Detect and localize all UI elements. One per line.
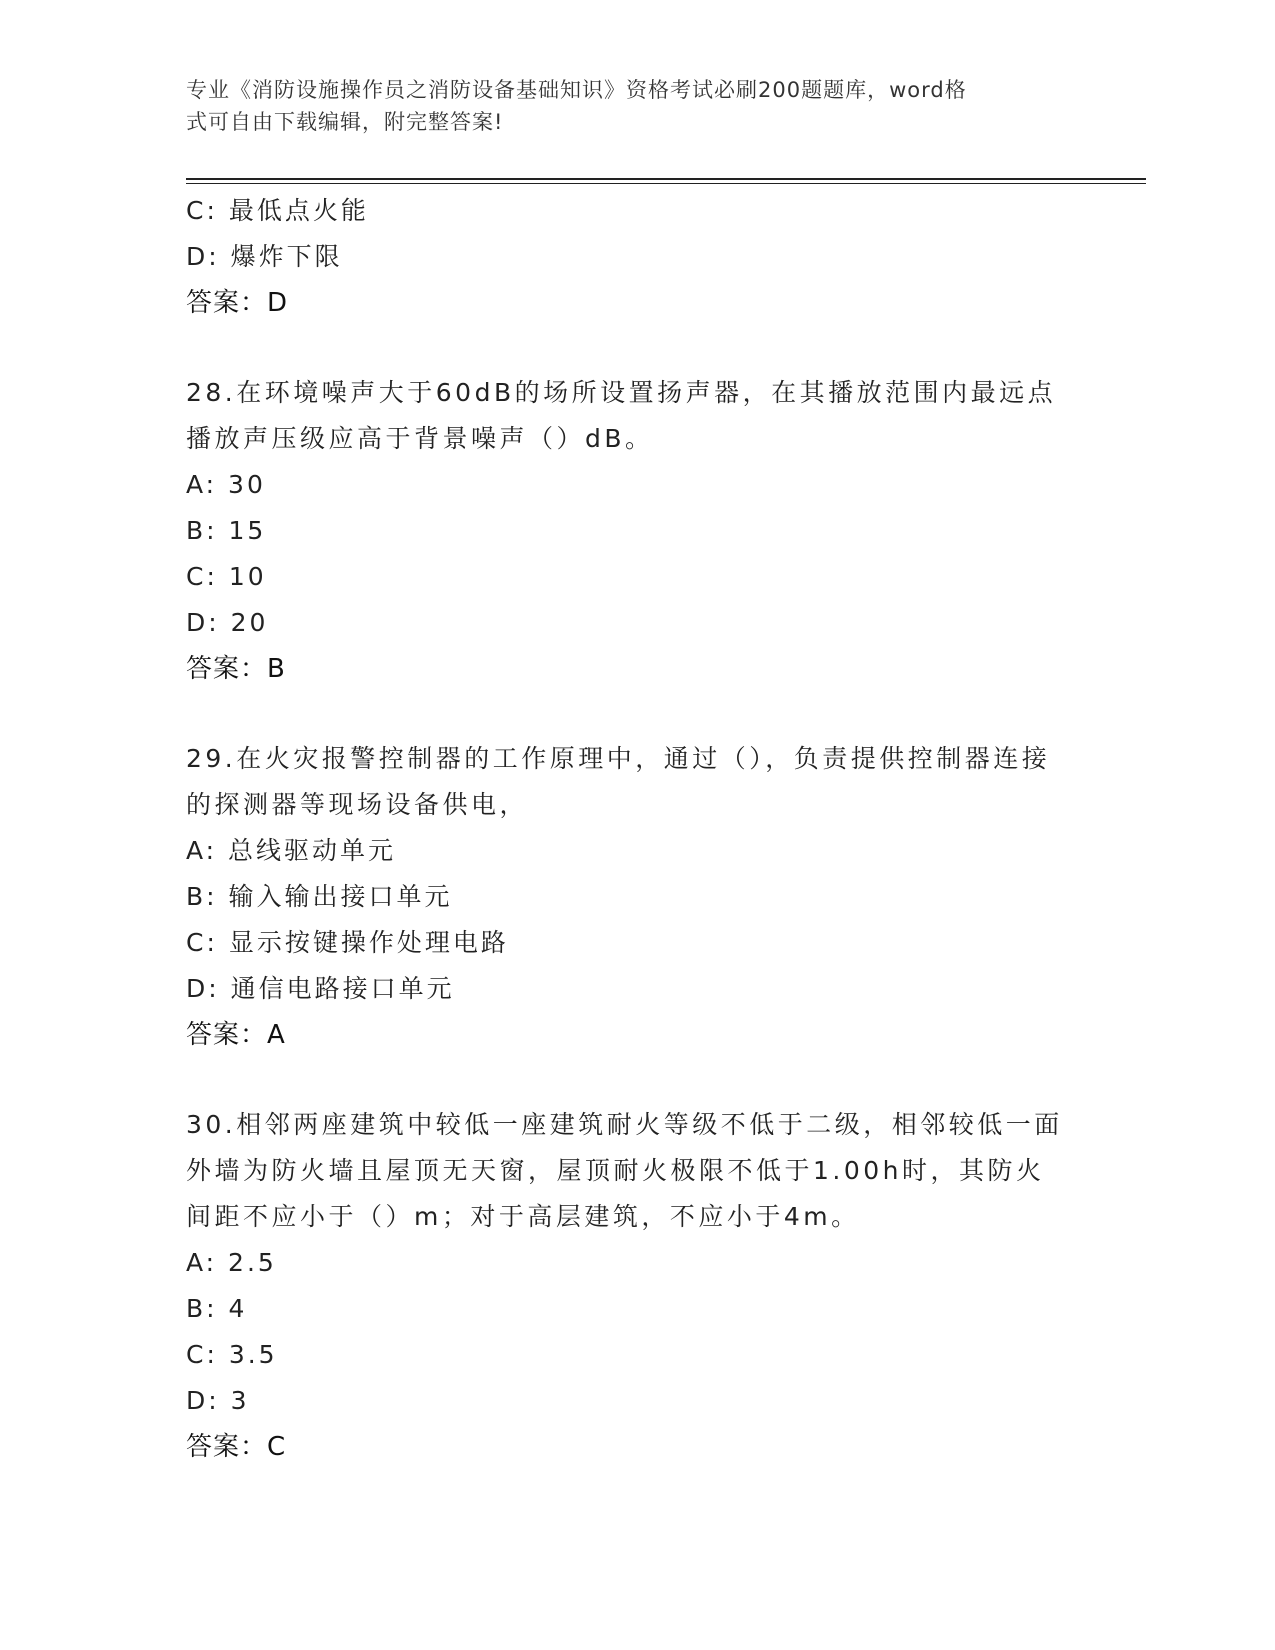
question-27-continued [186,188,1086,326]
spacer [186,692,1086,736]
option-a: A: 2.5 [186,1248,277,1277]
option-b: B: 4 [186,1294,248,1323]
option-b: B: 15 [186,516,267,545]
stem-line: 播放声压级应高于背景噪声（）dB。 [186,424,654,453]
answer-line: 答案：A [186,1020,286,1050]
question-stem [186,370,1086,462]
stem-line: 29.在火灾报警控制器的工作原理中，通过（），负责提供控制器连接 [186,744,1051,773]
header-title-line-2: 式可自由下载编辑，附完整答案! [186,110,504,134]
stem-line: 外墙为防火墙且屋顶无天窗，屋顶耐火极限不低于1.00h时，其防火 [186,1156,1045,1185]
option-d: D: 3 [186,1386,250,1415]
question-stem [186,736,1086,828]
option-c: C: 显示按键操作处理电路 [186,928,509,957]
question-30 [186,1102,1086,1470]
answer-line: 答案：B [186,654,286,684]
spacer [186,1058,1086,1102]
option-d: D: 通信电路接口单元 [186,974,455,1003]
spacer [186,326,1086,370]
stem-line: 30.相邻两座建筑中较低一座建筑耐火等级不低于二级，相邻较低一面 [186,1110,1063,1139]
question-stem [186,1102,1086,1240]
question-29 [186,736,1086,1058]
document-header [186,74,1066,138]
answer-line: 答案：C [186,1432,287,1462]
option-b: B: 输入输出接口单元 [186,882,453,911]
option-d: D: 20 [186,608,269,637]
option-c: C: 10 [186,562,267,591]
question-content [186,188,1086,1470]
header-divider-thick [186,178,1146,180]
stem-line: 的探测器等现场设备供电， [186,790,529,819]
option-c: C: 最低点火能 [186,196,369,225]
option-a: A: 总线驱动单元 [186,836,397,865]
option-a: A: 30 [186,470,266,499]
stem-line: 28.在环境噪声大于60dB的场所设置扬声器，在其播放范围内最远点 [186,378,1057,407]
answer-line: 答案：D [186,288,289,318]
option-c: C: 3.5 [186,1340,278,1369]
option-d: D: 爆炸下限 [186,242,343,271]
header-divider-thin [186,183,1146,184]
header-title-line-1: 专业《消防设施操作员之消防设备基础知识》资格考试必刷200题题库，word格 [186,78,967,102]
stem-line: 间距不应小于（）m；对于高层建筑，不应小于4m。 [186,1202,860,1231]
question-28 [186,370,1086,692]
